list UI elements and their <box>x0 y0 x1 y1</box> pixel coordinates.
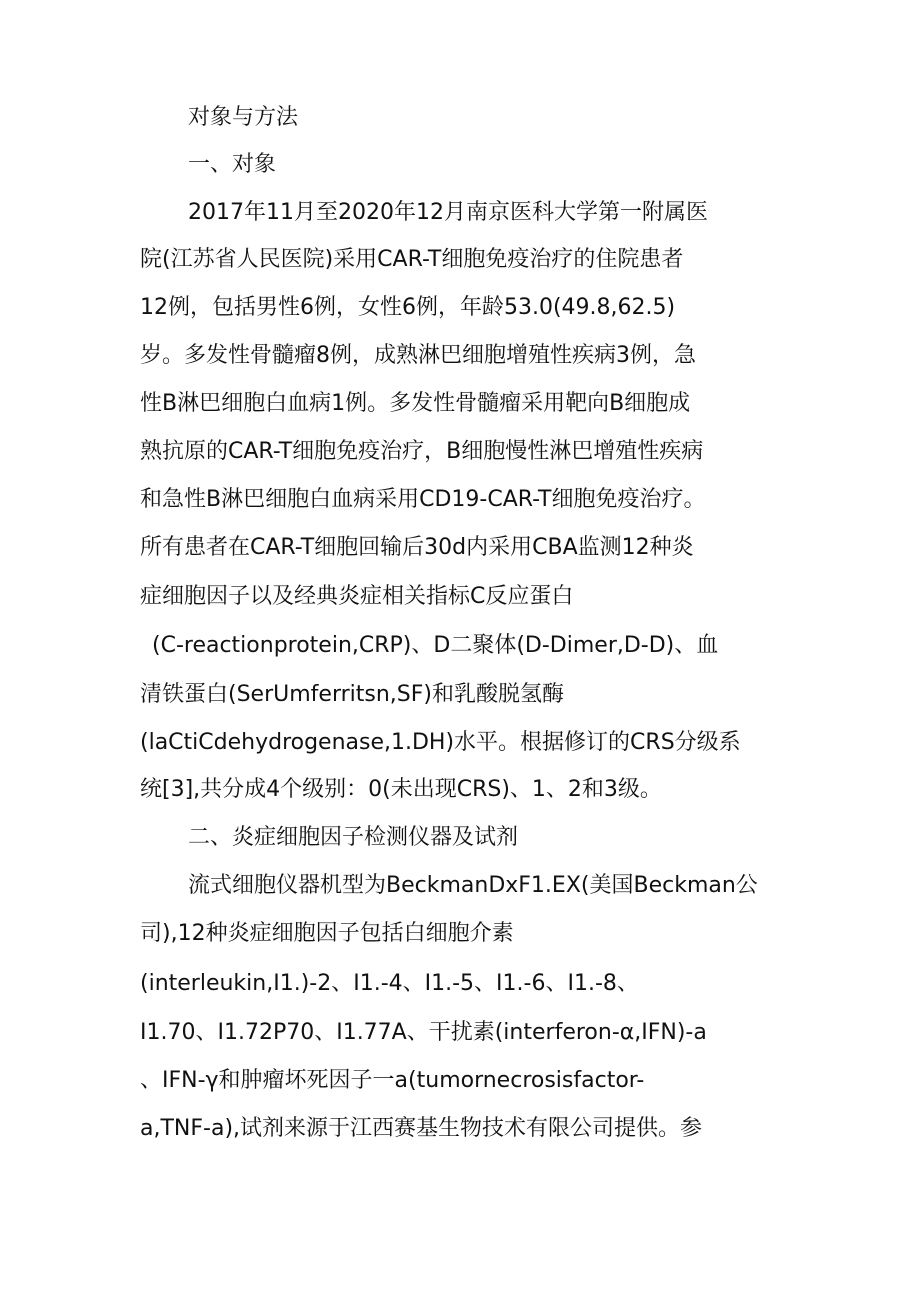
paragraph-line: 和急性B淋巴细胞白血病采用CD19-CAR-T细胞免疫治疗。 <box>140 487 706 512</box>
paragraph-line: 所有患者在CAR-T细胞回输后30d内采用CBA监测12种炎 <box>140 535 694 560</box>
section-heading: 对象与方法 <box>188 105 299 130</box>
paragraph-line: (interleukin,I1.)-2、I1.-4、I1.-5、I1.-6、I1.-8、 <box>140 971 639 996</box>
paragraph-line: 熟抗原的CAR-T细胞免疫治疗，B细胞慢性淋巴增殖性疾病 <box>140 439 704 464</box>
paragraph-line: I1.70、I1.72P70、I1.77A、干扰素(interferon-α,IFN)-a <box>140 1020 707 1045</box>
paragraph-line: 岁。多发性骨髓瘤8例，成熟淋巴细胞增殖性疾病3例，急 <box>140 343 696 368</box>
paragraph-line: 院(江苏省人民医院)采用CAR-T细胞免疫治疗的住院患者 <box>140 247 684 272</box>
paragraph-line: 2017年11月至2020年12月南京医科大学第一附属医 <box>188 200 708 225</box>
subsection-heading: 一、对象 <box>188 152 277 177</box>
paragraph-line: 流式细胞仪器机型为BeckmanDxF1.EX(美国Beckman公 <box>188 873 758 898</box>
paragraph-line: (C-reactionprotein,CRP)、D二聚体(D-Dimer,D-D)、血 <box>152 633 719 658</box>
paragraph-line: (laCtiCdehydrogenase,1.DH)水平。根据修订的CRS分级系 <box>140 730 741 755</box>
paragraph-line: a,TNF-a),试剂来源于江西赛基生物技术有限公司提供。参 <box>140 1116 703 1141</box>
paragraph-line: 症细胞因子以及经典炎症相关指标C反应蛋白 <box>140 584 574 609</box>
paragraph-line: 、IFN-γ和肿瘤坏死因子一a(tumornecrosisfactor- <box>140 1068 645 1093</box>
paragraph-line: 12例，包括男性6例，女性6例，年龄53.0(49.8,62.5) <box>140 295 676 320</box>
paragraph-line: 性B淋巴细胞白血病1例。多发性骨髓瘤采用靶向B细胞成 <box>140 391 691 416</box>
paragraph-line: 清铁蛋白(SerUmferritsn,SF)和乳酸脱氢酶 <box>140 682 564 707</box>
subsection-heading: 二、炎症细胞因子检测仪器及试剂 <box>188 825 519 850</box>
paragraph-line: 统[3],共分成4个级别：0(未出现CRS)、1、2和3级。 <box>140 777 662 802</box>
paragraph-line: 司),12种炎症细胞因子包括白细胞介素 <box>140 921 514 946</box>
